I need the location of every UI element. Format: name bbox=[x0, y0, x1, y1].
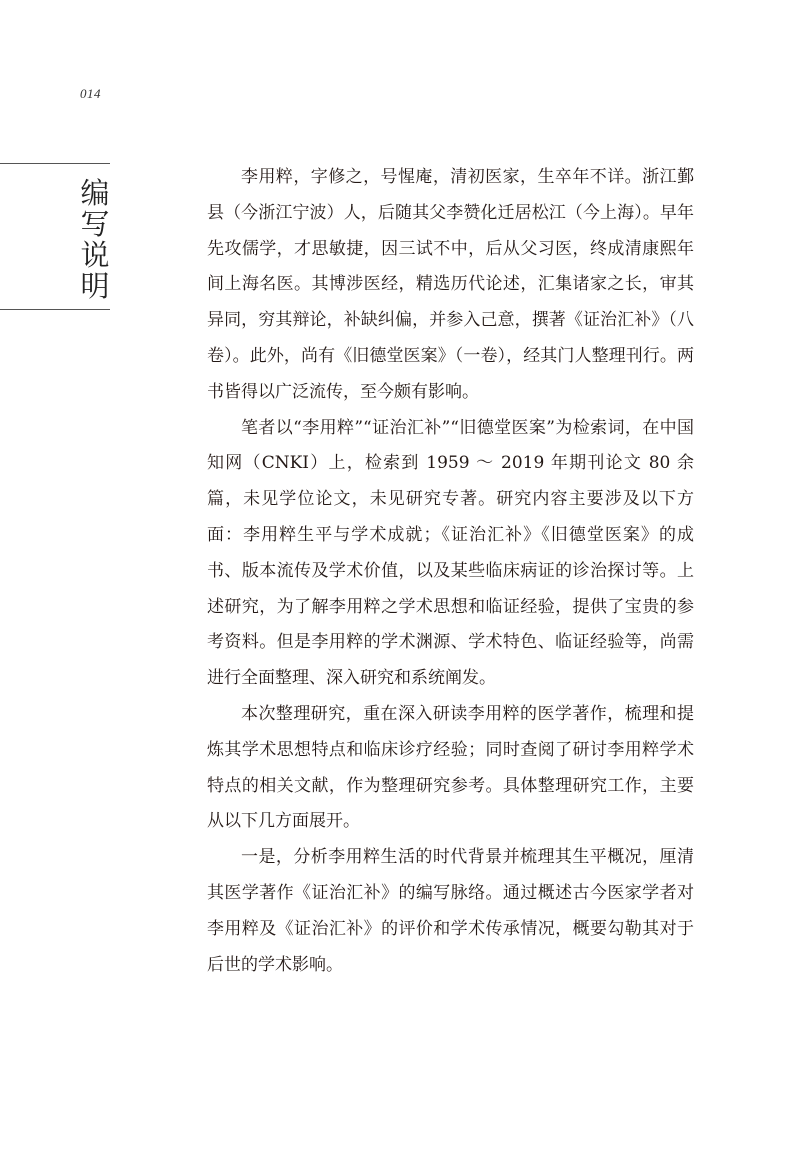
title-bottom-rule bbox=[0, 309, 110, 310]
page-number: 014 bbox=[80, 86, 101, 101]
paragraph: 李用粹，字修之，号惺庵，清初医家，生卒年不详。浙江鄞县（今浙江宁波）人，后随其父李赞化迁居松江（今上海）。早年先攻儒学，才思敏捷，因三试不中，后从父习医，终成清康熙年间上海名医。其博涉医经，精选历代论述，汇集诸家之长，审其异同，穷其辩论，补缺纠偏，并参入己意，撰著《证治汇补》（八卷）。此外，尚有《旧德堂医案》（一卷），经其门人整理刊行。两书皆得以广泛流传，至今颇有影响。 bbox=[207, 167, 694, 402]
section-title-char: 编 bbox=[80, 176, 110, 210]
section-title bbox=[78, 178, 112, 302]
title-top-rule bbox=[0, 163, 110, 164]
paragraph: 一是，分析李用粹生活的时代背景并梳理其生平概况，厘清其医学著作《证治汇补》的编写脉络。通过概述古今医家学者对李用粹及《证治汇补》的评价和学术传承情况，概要勾勒其对于后世的学术影响。 bbox=[207, 847, 694, 975]
body-text bbox=[207, 160, 694, 983]
section-title-char: 说 bbox=[80, 238, 110, 272]
section-title-char: 写 bbox=[80, 207, 110, 241]
section-title-char: 明 bbox=[80, 269, 110, 303]
paragraph: 笔者以“李用粹”“证治汇补”“旧德堂医案”为检索词，在中国知网（CNKI）上，检索到 1959 ～ 2019 年期刊论文 80 余篇，未见学位论文，未见研究专著。研究内容主要涉及以下方面：李用粹生平与学术成就；《证治汇补》《旧德堂医案》的成书、版本流传及学术价值，以及某些临床病证的诊治探讨等。上述研究，为了解李用粹之学术思想和临证经验，提供了宝贵的参考资料。但是李用粹的学术渊源、学术特色、临证经验等，尚需进行全面整理、深入研究和系统阐发。 bbox=[207, 417, 694, 689]
paragraph: 本次整理研究，重在深入研读李用粹的医学著作，梳理和提炼其学术思想特点和临床诊疗经验；同时查阅了研讨李用粹学术特点的相关文献，作为整理研究参考。具体整理研究工作，主要从以下几方面展开。 bbox=[207, 703, 694, 832]
